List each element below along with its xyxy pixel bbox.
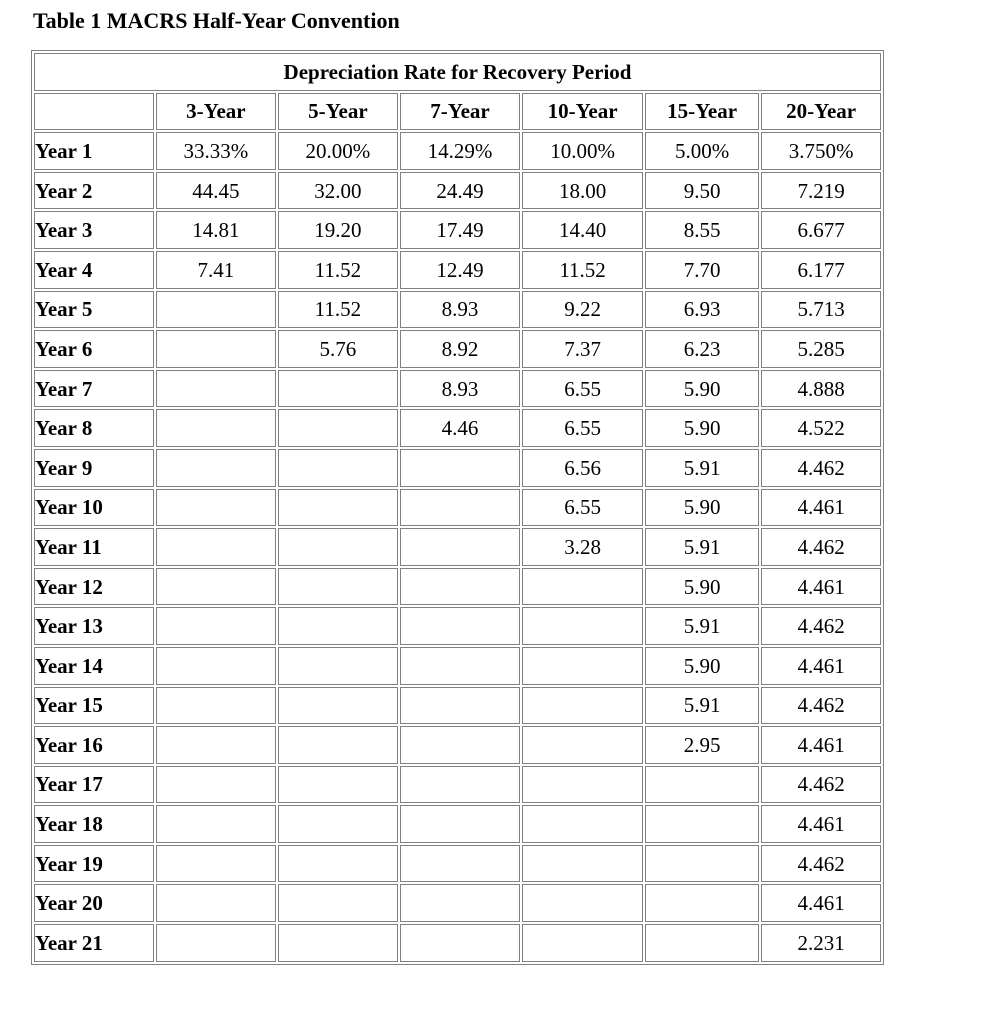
rate-cell: 5.91 bbox=[645, 607, 759, 645]
rate-cell bbox=[400, 805, 521, 843]
table-row bbox=[34, 726, 881, 764]
table-row bbox=[34, 845, 881, 883]
rate-cell: 6.55 bbox=[522, 409, 643, 447]
rate-cell: 17.49 bbox=[400, 211, 521, 249]
rate-cell bbox=[156, 370, 277, 408]
rate-cell: 4.462 bbox=[761, 528, 881, 566]
rate-cell bbox=[522, 647, 643, 685]
column-header: 3-Year bbox=[156, 93, 277, 131]
rate-cell: 6.56 bbox=[522, 449, 643, 487]
rate-cell bbox=[400, 568, 521, 606]
table-row bbox=[34, 132, 881, 170]
rate-cell: 4.461 bbox=[761, 647, 881, 685]
rate-cell: 6.23 bbox=[645, 330, 759, 368]
row-label: Year 8 bbox=[34, 409, 154, 447]
table-row bbox=[34, 370, 881, 408]
rate-cell bbox=[400, 647, 521, 685]
rate-cell: 4.461 bbox=[761, 568, 881, 606]
rate-cell bbox=[156, 568, 277, 606]
row-label: Year 21 bbox=[34, 924, 154, 962]
column-header: 7-Year bbox=[400, 93, 521, 131]
rate-cell bbox=[156, 924, 277, 962]
rate-cell: 18.00 bbox=[522, 172, 643, 210]
rate-cell bbox=[278, 489, 398, 527]
table-row bbox=[34, 766, 881, 804]
table-row bbox=[34, 172, 881, 210]
rate-cell: 5.90 bbox=[645, 489, 759, 527]
rate-cell: 9.22 bbox=[522, 291, 643, 329]
table-row bbox=[34, 291, 881, 329]
rate-cell: 7.41 bbox=[156, 251, 277, 289]
rate-cell bbox=[278, 647, 398, 685]
row-label: Year 1 bbox=[34, 132, 154, 170]
rate-cell bbox=[156, 845, 277, 883]
rate-cell: 24.49 bbox=[400, 172, 521, 210]
rate-cell bbox=[156, 489, 277, 527]
rate-cell: 5.90 bbox=[645, 647, 759, 685]
rate-cell: 5.91 bbox=[645, 687, 759, 725]
rate-cell bbox=[156, 291, 277, 329]
row-label: Year 13 bbox=[34, 607, 154, 645]
row-label: Year 2 bbox=[34, 172, 154, 210]
rate-cell: 4.461 bbox=[761, 884, 881, 922]
rate-cell bbox=[278, 607, 398, 645]
row-label: Year 7 bbox=[34, 370, 154, 408]
column-header-row bbox=[34, 93, 881, 131]
rate-cell: 2.231 bbox=[761, 924, 881, 962]
rate-cell: 3.28 bbox=[522, 528, 643, 566]
rate-cell: 20.00% bbox=[278, 132, 398, 170]
rate-cell bbox=[400, 528, 521, 566]
rate-cell: 44.45 bbox=[156, 172, 277, 210]
rate-cell bbox=[156, 805, 277, 843]
rate-cell bbox=[400, 924, 521, 962]
row-label: Year 20 bbox=[34, 884, 154, 922]
rate-cell: 8.93 bbox=[400, 370, 521, 408]
row-label: Year 9 bbox=[34, 449, 154, 487]
rate-cell: 14.40 bbox=[522, 211, 643, 249]
rate-cell: 4.46 bbox=[400, 409, 521, 447]
rate-cell bbox=[278, 449, 398, 487]
rate-cell bbox=[278, 726, 398, 764]
table-row bbox=[34, 568, 881, 606]
rate-cell bbox=[156, 884, 277, 922]
column-header: 15-Year bbox=[645, 93, 759, 131]
rate-cell: 5.713 bbox=[761, 291, 881, 329]
table-row bbox=[34, 489, 881, 527]
macrs-depreciation-table bbox=[31, 50, 884, 965]
rate-cell: 33.33% bbox=[156, 132, 277, 170]
rate-cell bbox=[278, 884, 398, 922]
row-label: Year 12 bbox=[34, 568, 154, 606]
rate-cell bbox=[400, 766, 521, 804]
rate-cell: 10.00% bbox=[522, 132, 643, 170]
rate-cell bbox=[278, 370, 398, 408]
rate-cell bbox=[400, 607, 521, 645]
rate-cell: 5.285 bbox=[761, 330, 881, 368]
corner-cell bbox=[34, 93, 154, 131]
column-header: 10-Year bbox=[522, 93, 643, 131]
rate-cell: 7.219 bbox=[761, 172, 881, 210]
row-label: Year 6 bbox=[34, 330, 154, 368]
row-label: Year 5 bbox=[34, 291, 154, 329]
rate-cell: 4.522 bbox=[761, 409, 881, 447]
table-row bbox=[34, 687, 881, 725]
rate-cell bbox=[522, 884, 643, 922]
rate-cell: 19.20 bbox=[278, 211, 398, 249]
rate-cell: 11.52 bbox=[278, 291, 398, 329]
table-row bbox=[34, 409, 881, 447]
rate-cell bbox=[156, 647, 277, 685]
rate-cell: 5.00% bbox=[645, 132, 759, 170]
rate-cell bbox=[400, 687, 521, 725]
rate-cell bbox=[645, 845, 759, 883]
rate-cell bbox=[645, 766, 759, 804]
rate-cell: 11.52 bbox=[522, 251, 643, 289]
rate-cell bbox=[400, 845, 521, 883]
table-row bbox=[34, 924, 881, 962]
rate-cell bbox=[156, 528, 277, 566]
row-label: Year 19 bbox=[34, 845, 154, 883]
rate-cell: 4.461 bbox=[761, 805, 881, 843]
rate-cell: 7.37 bbox=[522, 330, 643, 368]
rate-cell: 11.52 bbox=[278, 251, 398, 289]
rate-cell bbox=[278, 568, 398, 606]
row-label: Year 18 bbox=[34, 805, 154, 843]
rate-cell: 8.92 bbox=[400, 330, 521, 368]
table-row bbox=[34, 647, 881, 685]
row-label: Year 3 bbox=[34, 211, 154, 249]
rate-cell bbox=[522, 687, 643, 725]
rate-cell: 4.462 bbox=[761, 449, 881, 487]
rate-cell bbox=[522, 924, 643, 962]
rate-cell: 4.462 bbox=[761, 607, 881, 645]
column-header: 5-Year bbox=[278, 93, 398, 131]
rate-cell bbox=[278, 805, 398, 843]
rate-cell: 4.461 bbox=[761, 489, 881, 527]
rate-cell: 5.90 bbox=[645, 568, 759, 606]
rate-cell: 14.81 bbox=[156, 211, 277, 249]
rate-cell bbox=[522, 607, 643, 645]
row-label: Year 15 bbox=[34, 687, 154, 725]
rate-cell bbox=[156, 409, 277, 447]
rate-cell: 6.55 bbox=[522, 489, 643, 527]
rate-cell: 14.29% bbox=[400, 132, 521, 170]
row-label: Year 14 bbox=[34, 647, 154, 685]
table-row bbox=[34, 330, 881, 368]
row-label: Year 16 bbox=[34, 726, 154, 764]
rate-cell: 5.76 bbox=[278, 330, 398, 368]
rate-cell: 7.70 bbox=[645, 251, 759, 289]
recovery-period-header: Depreciation Rate for Recovery Period bbox=[34, 53, 881, 91]
rate-cell: 4.462 bbox=[761, 766, 881, 804]
rate-cell: 2.95 bbox=[645, 726, 759, 764]
rate-cell bbox=[400, 449, 521, 487]
rate-cell bbox=[400, 726, 521, 764]
rate-cell: 5.91 bbox=[645, 528, 759, 566]
table-row bbox=[34, 607, 881, 645]
rate-cell bbox=[156, 449, 277, 487]
rate-cell bbox=[156, 607, 277, 645]
row-label: Year 10 bbox=[34, 489, 154, 527]
rate-cell: 8.93 bbox=[400, 291, 521, 329]
span-header-row bbox=[34, 53, 881, 91]
table-row bbox=[34, 528, 881, 566]
rate-cell bbox=[522, 726, 643, 764]
rate-cell: 5.90 bbox=[645, 409, 759, 447]
rate-cell bbox=[645, 924, 759, 962]
rate-cell bbox=[278, 687, 398, 725]
rate-cell bbox=[645, 884, 759, 922]
rate-cell: 6.93 bbox=[645, 291, 759, 329]
rate-cell: 6.177 bbox=[761, 251, 881, 289]
row-label: Year 11 bbox=[34, 528, 154, 566]
rate-cell bbox=[522, 766, 643, 804]
rate-cell: 6.55 bbox=[522, 370, 643, 408]
rate-cell bbox=[278, 766, 398, 804]
rate-cell bbox=[156, 726, 277, 764]
rate-cell bbox=[156, 687, 277, 725]
rate-cell bbox=[156, 330, 277, 368]
rate-cell bbox=[522, 845, 643, 883]
rate-cell: 4.461 bbox=[761, 726, 881, 764]
rate-cell: 4.462 bbox=[761, 845, 881, 883]
rate-cell bbox=[522, 568, 643, 606]
table-row bbox=[34, 449, 881, 487]
row-label: Year 4 bbox=[34, 251, 154, 289]
rate-cell: 4.888 bbox=[761, 370, 881, 408]
rate-cell bbox=[278, 924, 398, 962]
rate-cell bbox=[156, 766, 277, 804]
table-title: Table 1 MACRS Half-Year Convention bbox=[33, 8, 400, 33]
rate-cell bbox=[278, 528, 398, 566]
rate-cell: 5.91 bbox=[645, 449, 759, 487]
rate-cell bbox=[400, 884, 521, 922]
rate-cell: 8.55 bbox=[645, 211, 759, 249]
table-row bbox=[34, 884, 881, 922]
rate-cell bbox=[400, 489, 521, 527]
column-header: 20-Year bbox=[761, 93, 881, 131]
table-body bbox=[34, 132, 881, 961]
rate-cell: 12.49 bbox=[400, 251, 521, 289]
rate-cell: 3.750% bbox=[761, 132, 881, 170]
rate-cell bbox=[645, 805, 759, 843]
rate-cell: 9.50 bbox=[645, 172, 759, 210]
rate-cell bbox=[522, 805, 643, 843]
rate-cell: 5.90 bbox=[645, 370, 759, 408]
table-row bbox=[34, 805, 881, 843]
rate-cell: 4.462 bbox=[761, 687, 881, 725]
table-row bbox=[34, 251, 881, 289]
row-label: Year 17 bbox=[34, 766, 154, 804]
table-row bbox=[34, 211, 881, 249]
rate-cell bbox=[278, 845, 398, 883]
rate-cell: 32.00 bbox=[278, 172, 398, 210]
rate-cell: 6.677 bbox=[761, 211, 881, 249]
rate-cell bbox=[278, 409, 398, 447]
